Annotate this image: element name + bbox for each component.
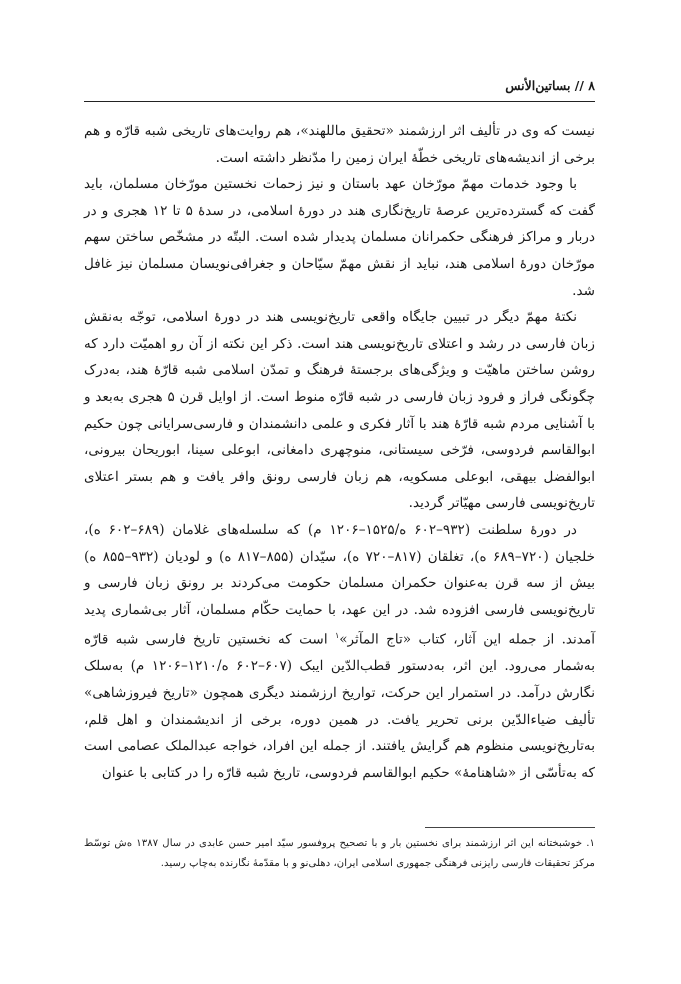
paragraph-4-part-1: در دورهٔ سلطنت (۹۳۲–۶۰۲ ه/۱۵۲۵–۱۲۰۶ م) که سلسله‌های غلامان (۶۸۹–۶۰۲ ه)، خلجیان (۷۲۰–۶۸۹ ه)، تغلقان (۸۱۷–۷۲۰ ه)، سیّدان (۸۵۵–۸۱۷ ه) و لودیان (۹۳۲–۸۵۵ ه) بیش از سه قرن به‌عنوان حکمران مسلمان حکومت می‌کردند بر رونق زبان فارسی و تاریخ‌نویسی فارسی افزوده شد. در این عهد، با حمایت حکّام مسلمان، آثار بی‌شماری پدید آمدند. از جمله این آثار، کتاب «تاج المآثر» — [84, 521, 596, 648]
footnote-number: ۱. — [586, 838, 595, 849]
footnote-text: خوشبختانه این اثر ارزشمند برای نخستین بار و با تصحیح پروفسور سیّد امیر حسن عابدی در سال ۱۳۸۷ ه‌ش توسّط مرکز تحقیقات فارسی رایزنی فرهنگی جمهوری اسلامی ایران، دهلی‌نو و با مقدّمهٔ نگارنده به‌چاپ رسید. — [84, 838, 595, 869]
paragraph-4 — [84, 517, 595, 786]
paragraph-3: نکتهٔ مهمّ دیگر در تبیین جایگاه واقعی تاریخ‌نویسی هند در دورهٔ اسلامی، توجّه به‌نقش زبان فارسی در رشد و اعتلای تاریخ‌نویسی هند است. ذکر این نکته از آن رو اهمیّت دارد که روشن ساختن ماهیّت و ویژگی‌های برجستهٔ فرهنگ و تمدّن اسلامی شبه قارّهٔ هند، به‌درک چگونگی فراز و فرود زبان فارسی در شبه قارّه منوط است. از اوایل قرن ۵ هجری به‌بعد و با آشنایی مردم شبه قارّهٔ هند با آثار فکری و علمی دانشمندان و فارسی‌سرایانی چون حکیم ابوالقاسم فردوسی، فرّخی سیستانی، منوچهری دامغانی، ابوعلی سینا، ابوریحان بیرونی، ابوالفضل بیهقی، ابوعلی مسکویه، هم زبان فارسی رونق وافر یافت و هم بستر اعتلای تاریخ‌نویسی فارسی مهیّاتر گردید. — [84, 309, 595, 512]
paragraph-2: با وجود خدمات مهمّ مورّخان عهد باستان و نیز زحمات نخستین مورّخان مسلمان، باید گفت که گسترده‌ترین عرصهٔ تاریخ‌نگاری هند در دورهٔ اسلامی، در سدهٔ ۵ تا ۱۲ هجری و در دربار و مراکز فرهنگی حکمرانان مسلمان پدیدار شده است. البتّه در مشخّص ساختن سهم مورّخان دورهٔ اسلامی هند، نباید از نقش مهمّ سیّاحان و جغرافی‌نویسان مسلمان نیز غافل شد. — [84, 176, 596, 299]
paragraph-1: نیست که وی در تألیف اثر ارزشمند «تحقیق ماللهند»، هم روایت‌های تاریخی شبه قارّه و هم برخی از اندیشه‌های تاریخی خطّهٔ ایران زمین را مدّنظر داشته است. — [84, 123, 595, 166]
paragraph-4-part-2: است که نخستین تاریخ فارسی شبه قارّه به‌شمار می‌رود. این اثر، به‌دستور قطب‌الدّین ایبک (۶۰۷–۶۰۲ ه/۱۲۱۰–۱۲۰۶ م) به‌سلک نگارش درآمد. در استمرار این حرکت، تواریخ ارزشمند دیگری همچون «تاریخ فیروزشاهی» تألیف ضیاءالدّین برنی تحریر یافت. در همین دوره، برخی از اندیشمندان و اهل قلم، به‌تاریخ‌نویسی منظوم هم گرایش یافتند. از جمله این افراد، خواجه عبدالملک عصامی است که به‌تأسّی از «شاهنامهٔ» حکیم ابوالقاسم فردوسی، تاریخ شبه قارّه را در کتابی با عنوان — [84, 631, 595, 781]
running-head: ۸ // بساتین‌الأنس — [505, 78, 595, 93]
header-divider — [84, 101, 595, 102]
footnote-divider — [425, 827, 595, 828]
main-text — [84, 118, 595, 786]
footnote-paragraph — [84, 834, 595, 874]
footnote — [84, 834, 595, 874]
footnote-reference: ۱ — [334, 631, 340, 641]
